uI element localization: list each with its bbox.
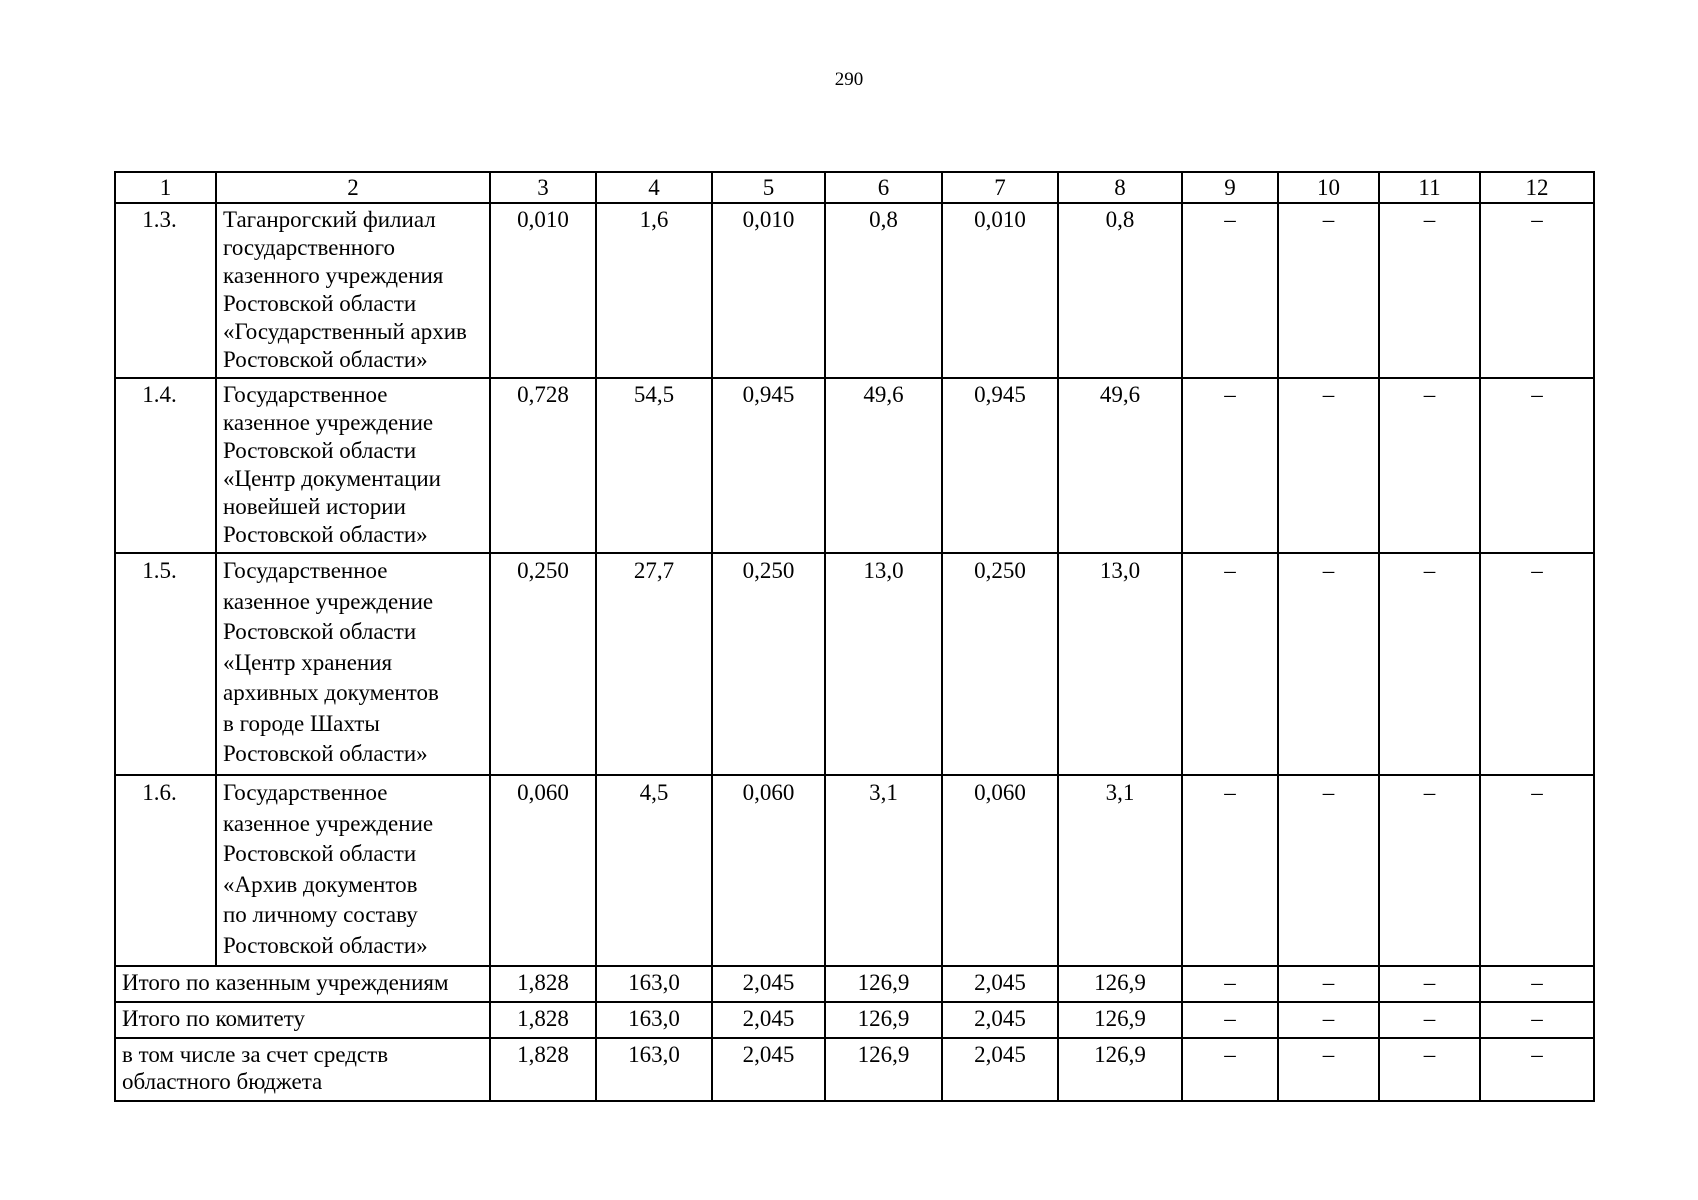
total-value-cell: – [1480,1002,1594,1038]
column-header: 7 [942,172,1058,203]
institution-name-line: новейшей истории [223,494,406,519]
value-cell: 3,1 [825,775,942,966]
institution-name-line: «Государственный архив [223,319,467,344]
total-value-cell: 163,0 [596,966,712,1002]
total-value-cell: 2,045 [712,1038,825,1101]
value-cell: 13,0 [825,553,942,775]
column-header: 5 [712,172,825,203]
value-cell: 0,728 [490,378,596,553]
institution-name-line: казенное учреждение [223,810,434,836]
row-number-cell: 1.4. [115,378,216,553]
value-cell: – [1480,378,1594,553]
column-number-header-row [115,172,1594,203]
row-number-cell: 1.6. [115,775,216,966]
total-value-cell: 126,9 [1058,1002,1182,1038]
value-cell: 0,250 [712,553,825,775]
budget-table [114,171,1595,1102]
value-cell: 13,0 [1058,553,1182,775]
total-value-cell: – [1379,966,1480,1002]
value-cell: – [1182,775,1278,966]
institution-name-cell [216,553,490,775]
institution-name-line: Ростовской области [223,619,417,644]
institution-name-line: государственного [223,235,395,260]
total-value-cell: – [1379,1002,1480,1038]
value-cell: 0,945 [942,378,1058,553]
column-header: 9 [1182,172,1278,203]
column-header: 1 [115,172,216,203]
column-header: 6 [825,172,942,203]
value-cell: – [1182,378,1278,553]
value-cell: 0,060 [490,775,596,966]
total-value-cell: 126,9 [825,1038,942,1101]
total-label-line: в том числе за счет средств [122,1042,389,1067]
value-cell: 0,060 [942,775,1058,966]
total-label-cell [115,1002,490,1038]
total-value-cell: 2,045 [942,966,1058,1002]
value-cell: 54,5 [596,378,712,553]
total-value-cell: – [1182,1002,1278,1038]
total-value-cell: – [1182,1038,1278,1101]
total-label-line: областного бюджета [122,1069,323,1094]
institution-name-line: Государственное [223,558,388,583]
institution-name-line: Ростовской области [223,438,417,463]
column-header: 3 [490,172,596,203]
institution-name-line: Государственное [223,780,388,805]
institution-name-line: Ростовской области» [223,741,428,766]
institution-name-line: архивных документов [223,680,439,705]
table-row [115,203,1594,378]
institution-name-line: по личному составу [223,902,418,927]
value-cell: – [1278,553,1379,775]
value-cell: 49,6 [825,378,942,553]
total-value-cell: 2,045 [712,1002,825,1038]
total-value-cell: 126,9 [1058,1038,1182,1101]
total-value-cell: 2,045 [942,1002,1058,1038]
institution-name-line: в городе Шахты [223,710,380,736]
total-value-cell: 126,9 [825,966,942,1002]
total-label-line: Итого по комитету [122,1006,305,1031]
institution-name-line: «Центр хранения [223,649,393,675]
total-value-cell: 1,828 [490,1038,596,1101]
institution-name-line: казенного учреждения [223,263,444,288]
column-header: 11 [1379,172,1480,203]
column-header: 2 [216,172,490,203]
value-cell: 1,6 [596,203,712,378]
value-cell: 0,010 [490,203,596,378]
institution-name-line: Ростовской области» [223,932,428,958]
value-cell: – [1379,553,1480,775]
value-cell: 3,1 [1058,775,1182,966]
institution-name-cell [216,775,490,966]
value-cell: – [1278,775,1379,966]
total-committee-row [115,1002,1594,1038]
total-label-line: Итого по казенным учреждениям [122,970,449,995]
value-cell: 0,010 [712,203,825,378]
total-label-cell [115,1038,490,1101]
value-cell: – [1480,203,1594,378]
total-value-cell: 1,828 [490,966,596,1002]
institution-name-line: Таганрогский филиал [223,207,436,232]
value-cell: – [1379,203,1480,378]
value-cell: 0,250 [942,553,1058,775]
row-number-cell: 1.5. [115,553,216,775]
value-cell: 27,7 [596,553,712,775]
institution-name-line: казенное учреждение [223,410,434,435]
value-cell: 0,010 [942,203,1058,378]
institution-name-line: Ростовской области» [223,347,428,372]
institution-name-line: Ростовской области [223,841,417,866]
table-row [115,378,1594,553]
total-value-cell: – [1278,1038,1379,1101]
value-cell: 0,8 [825,203,942,378]
value-cell: 0,060 [712,775,825,966]
total-value-cell: 126,9 [1058,966,1182,1002]
table-body [115,172,1594,1101]
total-value-cell: 126,9 [825,1002,942,1038]
row-number-cell: 1.3. [115,203,216,378]
value-cell: – [1182,553,1278,775]
value-cell: – [1480,553,1594,775]
institution-name-cell [216,203,490,378]
total-value-cell: – [1480,1038,1594,1101]
regional-budget-row [115,1038,1594,1101]
value-cell: 0,250 [490,553,596,775]
value-cell: – [1278,378,1379,553]
institution-name-line: Государственное [223,382,388,407]
total-value-cell: 1,828 [490,1002,596,1038]
institution-name-line: Ростовской области» [223,522,428,547]
value-cell: – [1182,203,1278,378]
total-value-cell: – [1278,966,1379,1002]
table-row [115,553,1594,775]
total-value-cell: 2,045 [942,1038,1058,1101]
institution-name-cell [216,378,490,553]
total-value-cell: 2,045 [712,966,825,1002]
institution-name-line: Ростовской области [223,291,417,316]
table-row [115,775,1594,966]
institution-name-line: «Архив документов [223,871,418,897]
value-cell: 49,6 [1058,378,1182,553]
column-header: 10 [1278,172,1379,203]
total-value-cell: – [1379,1038,1480,1101]
value-cell: – [1278,203,1379,378]
institution-name-line: казенное учреждение [223,588,434,614]
total-value-cell: 163,0 [596,1002,712,1038]
page-number: 290 [834,69,864,90]
institution-name-line: «Центр документации [223,466,441,491]
value-cell: – [1379,775,1480,966]
total-institutions-row [115,966,1594,1002]
total-value-cell: – [1182,966,1278,1002]
column-header: 12 [1480,172,1594,203]
total-value-cell: – [1480,966,1594,1002]
value-cell: 4,5 [596,775,712,966]
total-label-cell [115,966,490,1002]
total-value-cell: 163,0 [596,1038,712,1101]
value-cell: – [1379,378,1480,553]
value-cell: 0,945 [712,378,825,553]
column-header: 8 [1058,172,1182,203]
value-cell: 0,8 [1058,203,1182,378]
total-value-cell: – [1278,1002,1379,1038]
value-cell: – [1480,775,1594,966]
column-header: 4 [596,172,712,203]
